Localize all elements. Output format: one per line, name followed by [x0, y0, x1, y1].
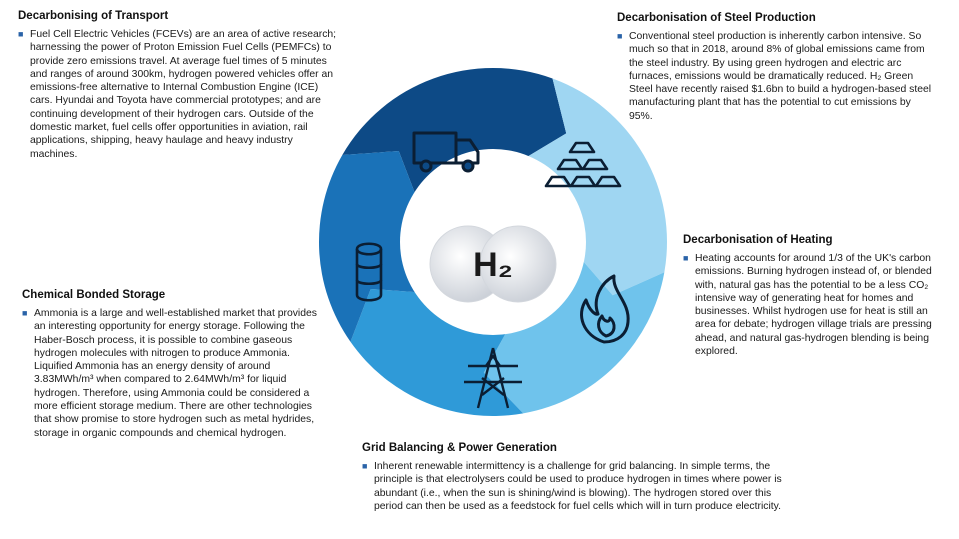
grid-body: Inherent renewable intermittency is a challenge for grid balancing. In simple terms, the principle is that electrolysers could be used to produce hydrogen in times where power is abundant (i.e., when the sun is shining/wind is blowing). The hydrogen stored over this period can then be used as a feedstock for fuel cells which will in turn produce electricity.	[374, 461, 782, 512]
transport-body: Fuel Cell Electric Vehicles (FCEVs) are an area of active research; harnessing the power of Proton Emission Fuel Cells (PEMFCs) to provide zero emissions travel. At average fuel times of 5 minutes and ranges of around 300km, hydrogen powered vehicles offer an emissions-free alternative to Internal Combustion Engine (ICE) cars. Hyundai and Toyota have commercial prototypes; and are continuing development of their hydrogen cars. Outside of the domestic market, fuel cells offer opportunities in aviation, rail applications, shipping, heavy haulage and heavy industry machines.	[30, 29, 337, 160]
grid-block	[362, 442, 802, 513]
bullet-icon: ■	[362, 461, 368, 471]
storage-block	[22, 289, 318, 440]
transport-title: Decarbonising of Transport	[18, 10, 169, 22]
h2-label: H₂	[473, 246, 513, 284]
bullet-icon: ■	[683, 253, 689, 263]
heating-title: Decarbonisation of Heating	[683, 234, 833, 246]
heating-body: Heating accounts for around 1/3 of the UK's carbon emissions. Burning hydrogen instead of, or blended with, natural gas has the potential to be a less CO₂ intensive way of generating heat for homes and businesses. Whilst hydrogen use for heat is still an area for debate; hydrogen village trials are pressing ahead, and natural gas-hydrogen blending is being explored.	[695, 253, 932, 358]
storage-title: Chemical Bonded Storage	[22, 289, 166, 301]
grid-title: Grid Balancing & Power Generation	[362, 442, 557, 454]
grid-item	[362, 460, 802, 513]
hydrogen-wheel	[318, 30, 668, 420]
bullet-icon: ■	[22, 308, 28, 318]
heating-item	[683, 252, 951, 358]
steel-body: Conventional steel production is inherently carbon intensive. So much so that in 2018, around 8% of global emissions came from the steel industry. By using green hydrogen and electric arc furnaces, emissions would be dramatically reduced. H₂ Green Steel have recently raised $1.6bn to build a hydrogen-based steel manufacturing plant that has the potential to cut emissions by 95%.	[629, 31, 932, 122]
transport-item	[18, 28, 343, 161]
bullet-icon: ■	[617, 31, 623, 41]
bullet-icon: ■	[18, 29, 24, 39]
storage-item	[22, 307, 318, 440]
storage-body: Ammonia is a large and well-established market that provides an interesting opportunity for energy storage. Following the Haber-Bosch process, it is possible to combine gaseous hydrogen molecules with nitrogen to produce Ammonia. Liquified Ammonia has an energy density of around 3.83MWh/m³ when compared to 2.64MWh/m³ for liquid hydrogen. Therefore, using Ammonia could be considered a more efficient storage medium. There are other technologies that show promise to store hydrogen such as metal hydrides, storage in organic compounds and chemical hydrogen.	[34, 308, 317, 439]
heating-block	[683, 234, 951, 358]
transport-block	[18, 10, 343, 161]
steel-title: Decarbonisation of Steel Production	[617, 12, 816, 24]
